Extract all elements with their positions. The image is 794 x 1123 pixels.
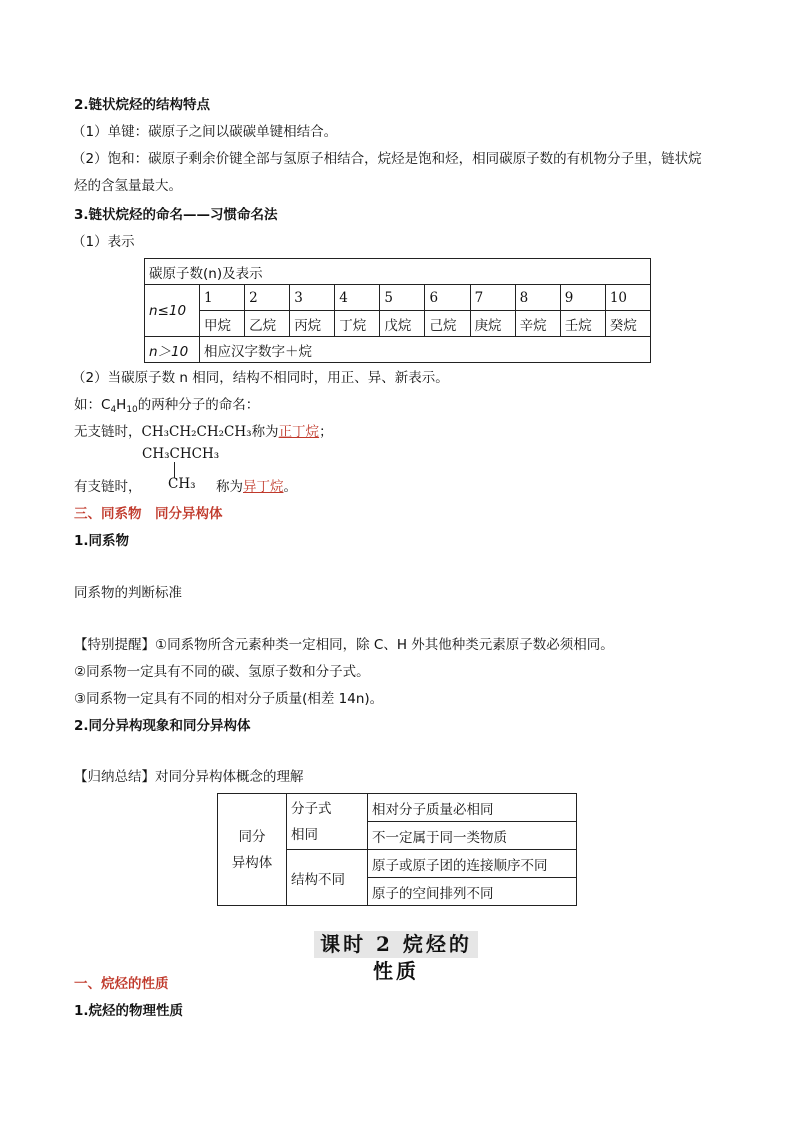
example-intro: [74, 396, 259, 419]
branch-prefix: 有支链时，: [74, 479, 142, 495]
alkane-name-cell: 丁烷: [335, 311, 380, 337]
naming-table-row2-value: 相应汉字数字＋烷: [200, 337, 651, 363]
alkane-name-cell: 戊烷: [380, 311, 425, 337]
isomer-table-mid-2: 结构不同: [287, 850, 368, 906]
number-cell: 10: [605, 285, 650, 311]
part-1-title: 一、烷烃的性质: [74, 976, 169, 992]
alkane-name-cell: 乙烷: [245, 311, 290, 337]
naming-table: [144, 258, 651, 363]
isomer-r4: 原子的空间排列不同: [368, 878, 577, 906]
alkane-name-cell: 庚烷: [470, 311, 515, 337]
section-3-item-1: （1）表示: [72, 234, 135, 250]
alkane-name-cell: 己烷: [425, 311, 470, 337]
isomer-left-line-1: 同分: [238, 828, 266, 845]
section-3-item-2: （2）当碳原子数 n 相同，结构不相同时，用正、异、新表示。: [72, 370, 449, 386]
isomer-r1: 相对分子质量必相同: [368, 794, 577, 822]
tip-3: ③同系物一定具有不同的相对分子质量(相差 14n)。: [74, 691, 384, 707]
number-cell: 9: [560, 285, 605, 311]
number-cell: 4: [335, 285, 380, 311]
isomer-table: [217, 793, 577, 906]
tip-label: 【特别提醒】: [74, 637, 155, 653]
number-cell: 6: [425, 285, 470, 311]
isomer-left-line-2: 异构体: [231, 854, 273, 871]
branch-mid: 称为: [216, 479, 243, 495]
number-cell: 1: [200, 285, 245, 311]
number-cell: 5: [380, 285, 425, 311]
section-2-title: 2.链状烷烃的结构特点: [74, 97, 211, 113]
isomer-r3: 原子或原子团的连接顺序不同: [368, 850, 577, 878]
part-3-title: 三、同系物 同分异构体: [74, 506, 223, 522]
example-c-sub: 4: [110, 405, 117, 415]
isomer-mid-1-line-1: 分子式: [291, 800, 332, 817]
tip-line-1: [74, 636, 614, 654]
branch-formula-top: CH₃CHCH₃: [142, 446, 220, 462]
section-2-item-2-line-1: （2）饱和：碳原子剩余价键全部与氢原子相结合，烷烃是饱和烃，相同碳原子数的有机物分子里，链状烷: [72, 151, 702, 167]
isomer-mid-1-line-2: 相同: [291, 826, 318, 843]
alkane-name-cell: 甲烷: [200, 311, 245, 337]
homolog-title: 1.同系物: [74, 533, 130, 549]
example-intro-suffix: 的两种分子的命名：: [137, 397, 260, 413]
isomer-table-mid-1: [287, 794, 368, 850]
isomer-r2: 不一定属于同一类物质: [368, 822, 577, 850]
branch-end: 。: [283, 479, 297, 495]
branch-formula-bottom: CH₃: [168, 476, 196, 492]
isomer-title: 2.同分异构现象和同分异构体: [74, 718, 251, 734]
lesson-2-title: 课时 2 烷烃的性质: [314, 931, 478, 958]
example-c: 如：C: [74, 397, 111, 413]
alkane-name-cell: 壬烷: [560, 311, 605, 337]
example-h: H: [116, 397, 127, 413]
number-cell: 3: [290, 285, 335, 311]
no-branch-end: ；: [319, 424, 333, 440]
no-branch-formula: CH₃CH₂CH₂CH₃: [141, 424, 252, 440]
physical-properties-title: 1.烷烃的物理性质: [74, 1003, 184, 1019]
tip-2: ②同系物一定具有不同的碳、氢原子数和分子式。: [74, 664, 370, 680]
example-h-sub: 10: [126, 405, 138, 415]
no-branch-prefix: 无支链时，: [74, 424, 142, 440]
no-branch-line: [74, 423, 333, 441]
no-branch-mid: 称为: [251, 424, 279, 440]
naming-table-row2-label: n＞10: [145, 337, 200, 363]
naming-table-row1-label: n≤10: [145, 285, 200, 337]
branch-name: 异丁烷: [243, 479, 284, 495]
section-2-item-2-line-2: 烃的含氢量最大。: [74, 178, 182, 194]
tip-1: ①同系物所含元素种类一定相同，除 C、H 外其他种类元素原子数必须相同。: [155, 637, 614, 653]
number-cell: 7: [470, 285, 515, 311]
number-cell: 8: [515, 285, 560, 311]
homolog-criteria: 同系物的判断标准: [74, 585, 182, 601]
number-cell: 2: [245, 285, 290, 311]
section-2-item-1: （1）单键：碳原子之间以碳碳单键相结合。: [72, 124, 338, 140]
section-3-title: 3.链状烷烃的命名——习惯命名法: [74, 207, 278, 223]
alkane-name-cell: 丙烷: [290, 311, 335, 337]
alkane-name-cell: 癸烷: [605, 311, 650, 337]
isomer-table-left: [218, 794, 287, 906]
summary-label: 【归纳总结】对同分异构体概念的理解: [74, 769, 304, 785]
no-branch-name: 正丁烷: [278, 424, 320, 440]
alkane-name-cell: 辛烷: [515, 311, 560, 337]
branch-line-end: [216, 478, 297, 496]
naming-table-header: 碳原子数(n)及表示: [145, 259, 651, 285]
